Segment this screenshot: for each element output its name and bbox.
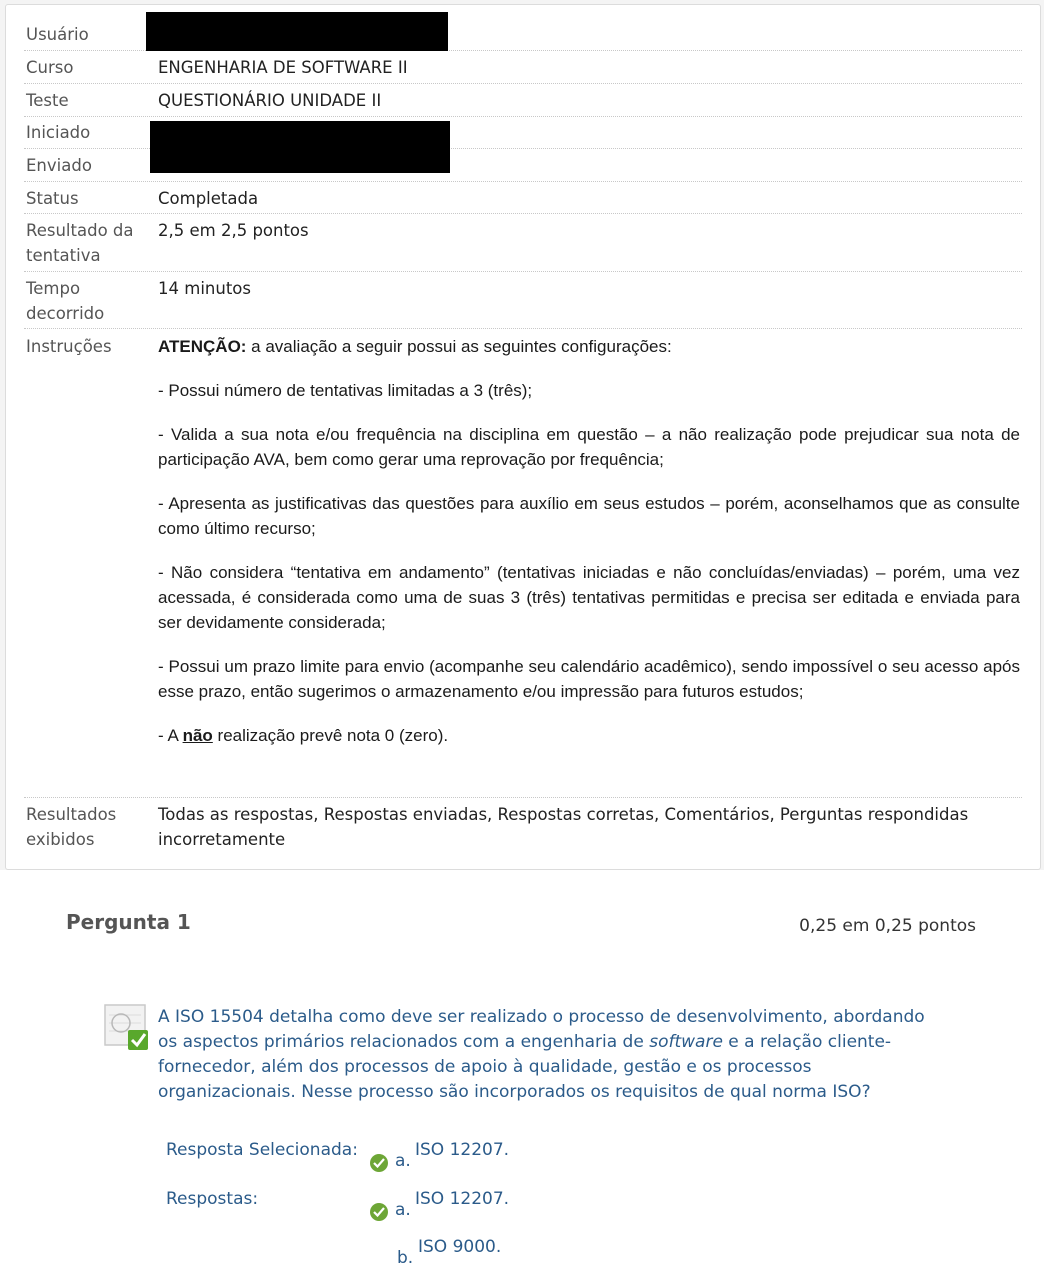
instructions-text [158, 334, 1020, 767]
instruction-item-6 [158, 723, 1020, 748]
status-label: Status [26, 189, 79, 208]
question-panel [0, 870, 1044, 1284]
instruction-item-2: - Valida a sua nota e/ou frequência na disciplina em questão – a não realização pode prejudicar sua nota de participação AVA, bem como gerar uma reprovação por frequência; [158, 425, 1020, 469]
question-text-em: software [649, 1032, 723, 1052]
redacted-dates [150, 121, 450, 173]
redacted-user [146, 12, 448, 51]
answer-a-text: ISO 12207. [415, 1189, 510, 1209]
attention-rest: a avaliação a seguir possui as seguintes configurações: [246, 337, 672, 356]
resultados-label-line2: exibidos [26, 830, 95, 849]
question-text-pre: A ISO 15504 detalha como deve ser realizado o processo de desenvolvimento, abordando os aspectos primários relacionados com a engenharia de [158, 1007, 925, 1052]
attempt-summary-panel [5, 4, 1041, 870]
selected-answer-letter: a. [395, 1151, 411, 1171]
question-title: Pergunta 1 [66, 910, 191, 934]
tempo-label-line2: decorrido [26, 304, 105, 323]
question-check-icon [103, 1003, 153, 1053]
answers-label: Respostas: [166, 1189, 259, 1209]
row-tempo [24, 272, 1022, 329]
row-status [24, 182, 1022, 214]
question-points: 0,25 em 0,25 pontos [799, 916, 976, 936]
resultados-value: Todas as respostas, Respostas enviadas, Respostas corretas, Comentários, Perguntas respondidas incorretamente [158, 805, 969, 849]
instruction-item-1: - Possui número de tentativas limitadas a 3 (três); [158, 381, 533, 400]
curso-value: ENGENHARIA DE SOFTWARE II [158, 58, 408, 77]
row-resultados-exibidos [24, 798, 1022, 858]
instruction-item-5: - Possui um prazo limite para envio (acompanhe seu calendário acadêmico), sendo impossível o seu acesso após esse prazo, então sugerimos o armazenamento e/ou impressão para futuros estudos; [158, 657, 1020, 701]
tempo-value: 14 minutos [158, 279, 251, 298]
resultado-value: 2,5 em 2,5 pontos [158, 221, 309, 240]
answer-a-letter: a. [395, 1200, 411, 1220]
answer-b-letter: b. [397, 1248, 414, 1268]
answer-b-text: ISO 9000. [418, 1237, 502, 1257]
instruction-item-4: - Não considera “tentativa em andamento” (tentativas iniciadas e não concluídas/enviadas) – porém, uma vez acessada, é considerada como uma de suas 3 (três) tentativas permitidas e precisa ser editada e enviada para ser devidamente considerada; [158, 563, 1020, 632]
row-resultado [24, 214, 1022, 272]
item6-post: realização prevê nota 0 (zero). [212, 726, 449, 745]
selected-answer-text: ISO 12207. [415, 1140, 510, 1160]
resultado-label [26, 218, 134, 268]
instruction-attention [158, 334, 1020, 359]
selected-answer-label: Resposta Selecionada: [166, 1140, 358, 1160]
instrucoes-label: Instruções [26, 337, 112, 356]
usuario-label: Usuário [26, 25, 89, 44]
row-instrucoes [24, 329, 1022, 798]
row-teste [24, 84, 1022, 117]
teste-value: QUESTIONÁRIO UNIDADE II [158, 91, 382, 110]
resultado-label-line2: tentativa [26, 246, 101, 265]
correct-check-icon [370, 1154, 388, 1172]
tempo-label-line1: Tempo [26, 279, 81, 298]
curso-label: Curso [26, 58, 74, 77]
instruction-item-3: - Apresenta as justificativas das questões para auxílio em seus estudos – porém, aconselhamos que as consulte como último recurso; [158, 494, 1020, 538]
resultado-label-line1: Resultado da [26, 221, 134, 240]
iniciado-label: Iniciado [26, 123, 91, 142]
row-curso [24, 51, 1022, 84]
item6-bold: não [182, 726, 213, 745]
enviado-label: Enviado [26, 156, 92, 175]
resultados-label [26, 802, 116, 852]
status-value: Completada [158, 189, 259, 208]
question-text-post: e a relação cliente-fornecedor, além dos processos de apoio à qualidade, gestão e os processos organizacionais. Nesse processo são incorporados os requisitos de qual norma ISO? [158, 1032, 892, 1102]
correct-check-icon [370, 1203, 388, 1221]
attention-bold: ATENÇÃO: [158, 337, 247, 356]
resultados-label-line1: Resultados [26, 805, 117, 824]
item6-pre: - A [158, 726, 183, 745]
teste-label: Teste [26, 91, 69, 110]
tempo-label [26, 276, 104, 326]
row-usuario [24, 15, 1022, 51]
question-text [158, 1005, 938, 1105]
